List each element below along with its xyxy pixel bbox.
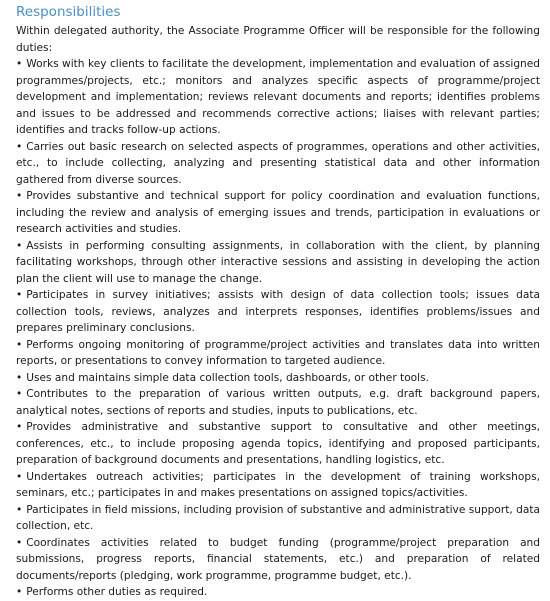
- bullet-icon: •: [16, 58, 23, 70]
- bullet-icon: •: [16, 338, 23, 351]
- duty-item: [16, 535, 540, 585]
- bullet-icon: •: [16, 503, 23, 516]
- duty-text: Performs other duties as required.: [26, 586, 208, 598]
- duty-item: [16, 188, 540, 238]
- bullet-icon: •: [16, 371, 23, 384]
- bullet-icon: •: [16, 536, 23, 549]
- bullet-icon: •: [16, 388, 23, 400]
- intro-text: Within delegated authority, the Associate Programme Officer will be responsible for the following duties:: [16, 25, 540, 54]
- duty-item: [16, 139, 540, 189]
- duty-text: Coordinates activities related to budget funding (programme/project preparation and submissions, progress reports, financial statements, etc.) and preparation of related documents/reports (pledging, work programme, programme budget, etc.).: [16, 536, 540, 582]
- section-title: Responsibilities: [16, 4, 121, 20]
- duty-text: Uses and maintains simple data collection tools, dashboards, or other tools.: [26, 371, 429, 384]
- duty-text: Carries out basic research on selected aspects of programmes, operations and other activities, etc., to include collecting, analyzing and presenting statistical data and other information gathered from diverse sources.: [16, 140, 540, 186]
- bullet-icon: •: [16, 586, 23, 598]
- bullet-icon: •: [16, 421, 23, 433]
- duty-item: [16, 370, 540, 387]
- duty-text: Participates in field missions, including provision of substantive and administrative support, data collection, etc.: [16, 503, 540, 532]
- duties-list: [16, 56, 540, 601]
- bullet-icon: •: [16, 190, 23, 202]
- duty-text: Works with key clients to facilitate the development, implementation and evaluation of assigned programmes/projects, etc.; monitors and analyzes specific aspects of programme/project development and implementation; reviews relevant documents and reports; identifies problems and issues to be addressed and recommends corrective actions; liaises with relevant parties; identifies and tracks follow-up actions.: [16, 58, 540, 136]
- bullet-icon: •: [16, 239, 23, 252]
- duty-item: [16, 469, 540, 502]
- duty-text: Provides administrative and substantive support to consultative and other meetings, conferences, etc., to include proposing agenda topics, identifying and proposed participants, preparation of background documents and presentations, handling logistics, etc.: [16, 421, 540, 466]
- duty-item: [16, 238, 540, 288]
- duty-item: [16, 419, 540, 469]
- duty-text: Contributes to the preparation of various written outputs, e.g. draft background papers, analytical notes, sections of reports and studies, inputs to publications, etc.: [16, 388, 540, 417]
- duty-item: [16, 584, 540, 601]
- duty-text: Participates in survey initiatives; assists with design of data collection tools; issues data collection tools, reviews, analyzes and interprets responses, identifies problems/issues and prepares preliminary conclusions.: [16, 289, 540, 334]
- bullet-icon: •: [16, 470, 23, 483]
- duty-item: [16, 56, 540, 139]
- duty-item: [16, 287, 540, 337]
- bullet-icon: •: [16, 140, 23, 153]
- duty-item: [16, 502, 540, 535]
- duty-text: Undertakes outreach activities; participates in the development of training workshops, seminars, etc.; participates in and makes presentations on assigned topics/activities.: [16, 470, 540, 499]
- bullet-icon: •: [16, 289, 23, 301]
- duty-text: Provides substantive and technical support for policy coordination and evaluation functions, including the review and analysis of emerging issues and trends, participation in evaluations or research activities and studies.: [16, 190, 540, 235]
- duty-item: [16, 386, 540, 419]
- duty-text: Assists in performing consulting assignments, in collaboration with the client, by planning facilitating workshops, through other interactive sessions and assisting in developing the action plan the client will use to manage the change.: [16, 239, 540, 285]
- duty-item: [16, 337, 540, 370]
- duty-text: Performs ongoing monitoring of programme/project activities and translates data into written reports, or presentations to convey information to targeted audience.: [16, 338, 540, 367]
